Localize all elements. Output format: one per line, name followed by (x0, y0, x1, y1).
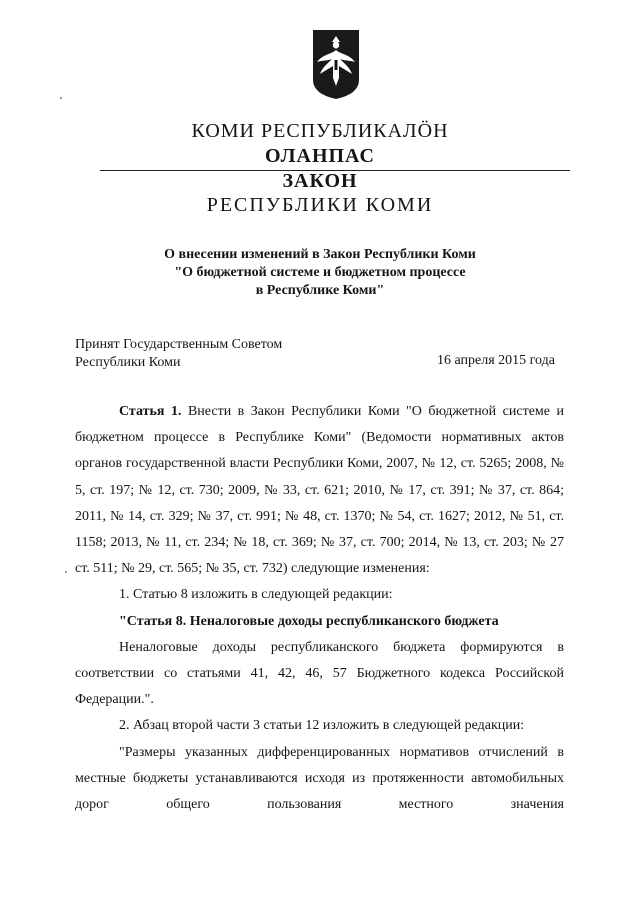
document-title-line: "О бюджетной системе и бюджетном процессе (174, 265, 466, 280)
adoption-line: Принят Государственным Советом (75, 337, 283, 352)
header-olanpas: ОЛАНПАС (265, 145, 375, 167)
article-1-label: Статья 1. (119, 404, 182, 419)
article-1-text: Внести в Закон Республики Коми "О бюджетной системе и бюджетном процессе в Республике Коми" (Ведомости нормативных актов органов государственной власти Республики Коми, 2007, № 12, ст. 5265; 2008, № 5, ст. 197; № 12, ст. 730; 2009, № 33, ст. 621; 2010, № 17, ст. 391; № 37, ст. 864; 2011, № 14, ст. 329; № 37, ст. 991; № 48, ст. 1370; № 54, ст. 1627; 2012, № 51, ст. 1158; 2013, № 11, ст. 234; № 18, ст. 369; № 37, ст. 700; 2014, № 13, ст. 203; № 27 ст. 511; № 29, ст. 565; № 35, ст. 732) следующие изменения: (75, 404, 564, 577)
coat-of-arms-emblem (311, 28, 361, 100)
scan-speck (60, 97, 62, 99)
article-1-paragraph (75, 399, 564, 582)
scan-speck (65, 571, 67, 573)
adoption-line: Республики Коми (75, 355, 181, 370)
article-8-text: Неналоговые доходы республиканского бюджета формируются в соответствии со статьями 41, 42, 46, 57 Бюджетного кодекса Российской Федерации.". (75, 639, 564, 708)
header-komi-language-title: КОМИ РЕСПУБЛИКАЛÖН (191, 120, 449, 142)
document-body (75, 399, 564, 818)
adoption-date: 16 апреля 2015 года (437, 353, 555, 368)
article-8-heading: "Статья 8. Неналоговые доходы республиканского бюджета (119, 613, 499, 629)
document-title (0, 246, 640, 300)
item-1: 1. Статью 8 изложить в следующей редакции: (119, 587, 393, 603)
adoption-statement (75, 336, 282, 372)
header-zakon: ЗАКОН (282, 170, 358, 192)
item-2: 2. Абзац второй части 3 статьи 12 изложить в следующей редакции: (119, 718, 525, 734)
document-title-line: О внесении изменений в Закон Республики Коми (164, 247, 476, 262)
document-title-line: в Республике Коми" (255, 283, 385, 298)
header-republic: РЕСПУБЛИКИ КОМИ (206, 194, 434, 216)
quoted-paragraph: "Размеры указанных дифференцированных нормативов отчислений в местные бюджеты устанавливаются исходя из протяженности автомобильных дорог общего пользования местного значения (75, 744, 564, 813)
